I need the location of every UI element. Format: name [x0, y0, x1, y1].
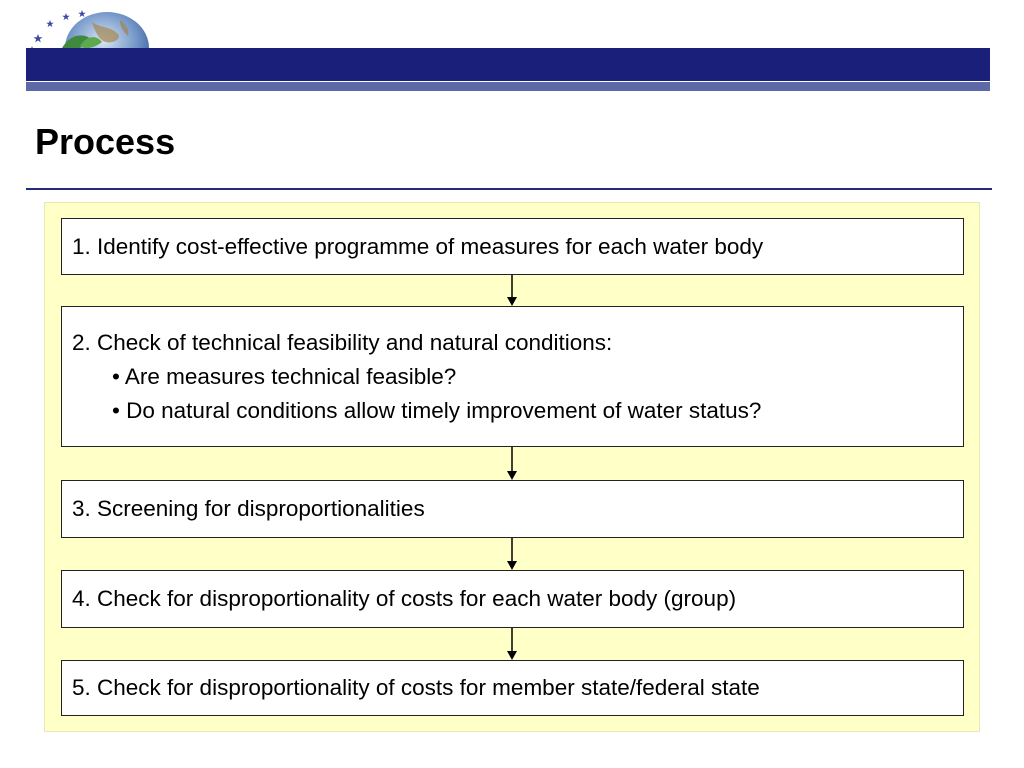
title-divider — [26, 188, 992, 190]
flowchart-panel — [44, 202, 980, 732]
step-1-text: 1. Identify cost-effective programme of measures for each water body — [72, 233, 764, 259]
header-accent-strip — [26, 82, 990, 91]
step-2-text: 2. Check of technical feasibility and natural conditions: — [72, 329, 613, 355]
step-2-bullet-1: • Are measures technical feasible? — [72, 360, 963, 394]
step-2-box — [61, 306, 964, 447]
page-title: Process — [35, 121, 176, 162]
step-3-box — [61, 480, 964, 538]
step-5-text: 5. Check for disproportionality of costs for member state/federal state — [72, 675, 760, 700]
step-3-text: 3. Screening for disproportionalities — [72, 496, 425, 521]
step-2-bullet-2: • Do natural conditions allow timely improvement of water status? — [72, 394, 963, 428]
step-4-text: 4. Check for disproportionality of costs for each water body (group) — [72, 586, 737, 611]
step-1-box — [61, 218, 964, 275]
header-bar — [26, 48, 990, 81]
step-5-box — [61, 660, 964, 716]
step-4-box — [61, 570, 964, 628]
